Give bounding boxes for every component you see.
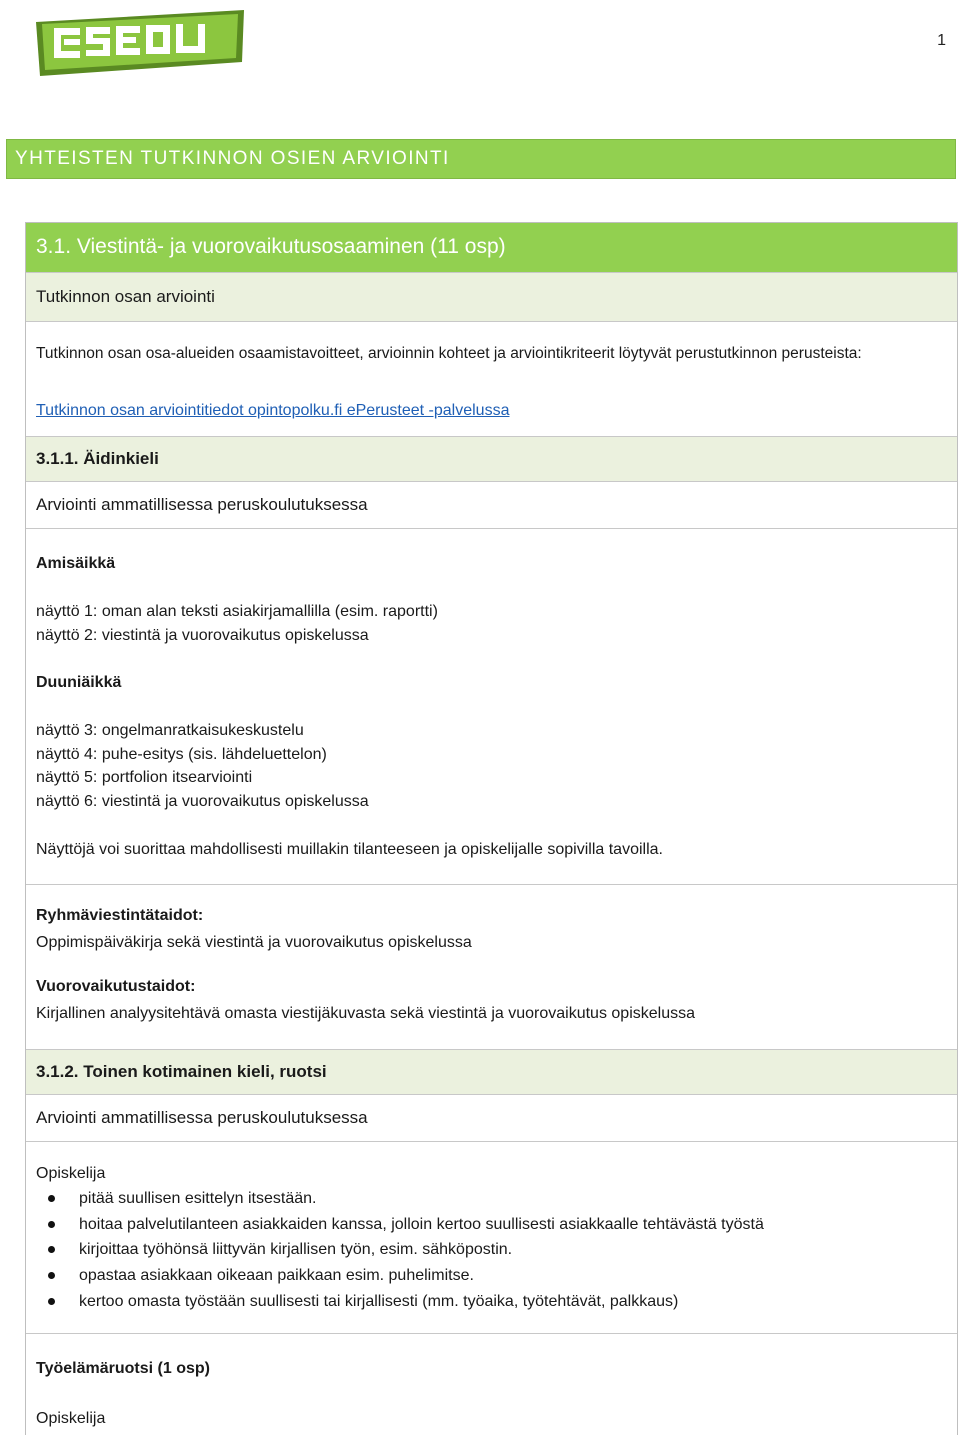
duuni-label: Duuniäikkä bbox=[36, 674, 122, 691]
ruotsi-heading-row bbox=[26, 1050, 957, 1095]
interaction-skills-label: Vuorovaikutustaidot: bbox=[36, 978, 196, 995]
aidinkieli-subheading: Arviointi ammatillisessa peruskoulutuksessa bbox=[36, 495, 368, 514]
unit-title-row bbox=[26, 223, 957, 273]
aidinkieli-heading: 3.1.1. Äidinkieli bbox=[36, 449, 159, 468]
list-item-text: hoitaa palvelutilanteen asiakkaiden kanssa, jolloin kertoo suullisesti asiakkaalle tehtävästä työstä bbox=[79, 1215, 764, 1233]
duuni-item: näyttö 6: viestintä ja vuorovaikutus opiskelussa bbox=[36, 793, 369, 810]
bullet-icon bbox=[48, 1195, 55, 1202]
aidinkieli-skills-row bbox=[26, 885, 957, 1050]
section-title: YHTEISTEN TUTKINNON OSIEN ARVIOINTI bbox=[15, 148, 450, 169]
duuni-item: näyttö 5: portfolion itsearviointi bbox=[36, 769, 253, 786]
list-item bbox=[48, 1237, 764, 1263]
interaction-skills-text: Kirjallinen analyysitehtävä omasta viestijäkuvasta sekä viestintä ja vuorovaikutus opiskelussa bbox=[36, 1005, 695, 1022]
list-item bbox=[48, 1212, 764, 1238]
section-title-banner bbox=[6, 139, 956, 179]
bullet-icon bbox=[48, 1221, 55, 1228]
bullet-icon bbox=[48, 1246, 55, 1253]
ruotsi-bullet-list bbox=[48, 1186, 764, 1315]
amis-label: Amisäikkä bbox=[36, 555, 116, 572]
list-item bbox=[48, 1289, 764, 1315]
tyoelamaruotsi-student-label: Opiskelija bbox=[36, 1410, 106, 1427]
assessment-heading: Tutkinnon osan arviointi bbox=[36, 287, 215, 306]
ruotsi-subheading-row bbox=[26, 1095, 957, 1142]
list-item-text: opastaa asiakkaan oikeaan paikkaan esim. puhelimitse. bbox=[79, 1267, 474, 1285]
list-item bbox=[48, 1263, 764, 1289]
group-skills-label: Ryhmäviestintätaidot: bbox=[36, 907, 204, 924]
esedu-logo bbox=[36, 10, 244, 76]
page-number: 1 bbox=[937, 32, 946, 49]
list-item bbox=[48, 1186, 764, 1212]
logo-text: esedu bbox=[36, 10, 39, 11]
tyoelamaruotsi-heading: Työelämäruotsi (1 osp) bbox=[36, 1360, 210, 1377]
amis-item: näyttö 2: viestintä ja vuorovaikutus opiskelussa bbox=[36, 627, 369, 644]
list-item-text: kertoo omasta työstään suullisesti tai kirjallisesti (mm. työaika, työtehtävät, palkkaus) bbox=[79, 1292, 679, 1310]
tyoelamaruotsi-row bbox=[26, 1334, 957, 1436]
ruotsi-heading: 3.1.2. Toinen kotimainen kieli, ruotsi bbox=[36, 1062, 327, 1081]
assessment-heading-row bbox=[26, 273, 957, 322]
aidinkieli-heading-row bbox=[26, 437, 957, 482]
aidinkieli-content-row bbox=[26, 529, 957, 885]
duuni-item: näyttö 4: puhe-esitys (sis. lähdeluettelon) bbox=[36, 746, 327, 763]
amis-item: näyttö 1: oman alan teksti asiakirjamallilla (esim. raportti) bbox=[36, 603, 438, 620]
list-item-text: pitää suullisen esittelyn itsestään. bbox=[79, 1190, 317, 1207]
aidinkieli-note: Näyttöjä voi suorittaa mahdollisesti muillakin tilanteeseen ja opiskelijalle sopivilla tavoilla. bbox=[36, 841, 663, 858]
aidinkieli-subheading-row bbox=[26, 482, 957, 529]
ruotsi-subheading: Arviointi ammatillisessa peruskoulutuksessa bbox=[36, 1108, 368, 1127]
eperusteet-link[interactable]: Tutkinnon osan arviointitiedot opintopolku.fi ePerusteet -palvelussa bbox=[36, 402, 510, 419]
bullet-icon bbox=[48, 1272, 55, 1279]
ruotsi-student-label: Opiskelija bbox=[36, 1165, 106, 1182]
list-item-text: kirjoittaa työhönsä liittyvän kirjallisen työn, esim. sähköpostin. bbox=[79, 1241, 513, 1259]
intro-row bbox=[26, 322, 957, 437]
group-skills-text: Oppimispäiväkirja sekä viestintä ja vuorovaikutus opiskelussa bbox=[36, 934, 472, 951]
duuni-item: näyttö 3: ongelmanratkaisukeskustelu bbox=[36, 722, 304, 739]
unit-title: 3.1. Viestintä- ja vuorovaikutusosaaminen (11 osp) bbox=[36, 235, 506, 258]
intro-text: Tutkinnon osan osa-alueiden osaamistavoitteet, arvioinnin kohteet ja arviointikriteerit löytyvät perustutkinnon perusteista: bbox=[36, 345, 862, 362]
bullet-icon bbox=[48, 1298, 55, 1305]
